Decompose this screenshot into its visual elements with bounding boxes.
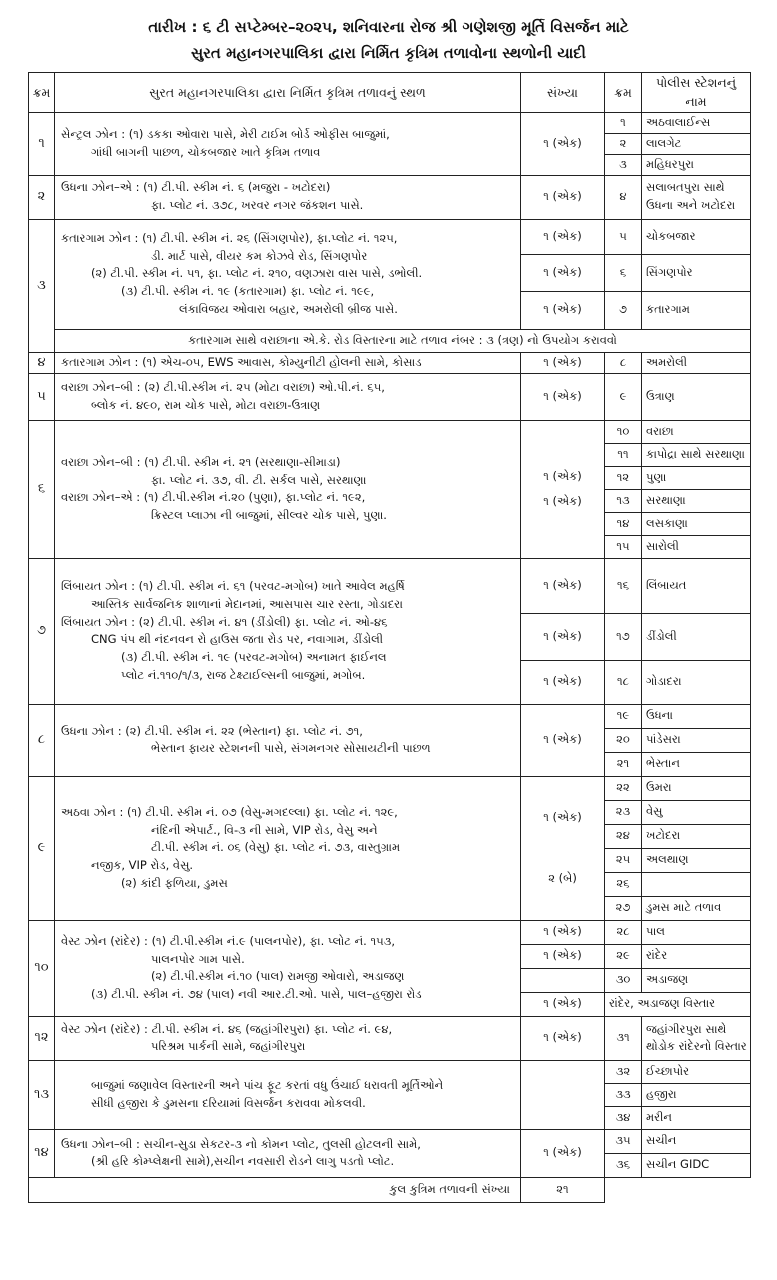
ps-name: અડાજણ — [642, 968, 751, 992]
ps-name: અઠવાલાઈન્સ — [642, 112, 751, 133]
ps-number: ૧૫ — [605, 535, 642, 558]
ps-number: ૧૮ — [605, 660, 642, 704]
location-line: ડી. માર્ટ પાસે, વીયર કમ કોઝવે રોડ, સિંગણપોર — [151, 248, 368, 263]
table-row — [29, 1016, 751, 1060]
count-value: ૨ (બે) — [548, 871, 577, 886]
ps-name: પાંડેસરા — [642, 728, 751, 752]
location-line: (શ્રી હરિ કોમ્પ્લેક્ષની સામે),સચીન નવસારી રોડને લાગુ પડતો પ્લોટ. — [91, 1154, 395, 1169]
ps-number: ૧૭ — [605, 613, 642, 660]
location-line: ભેસ્તાન ફાયર સ્ટેશનની પાસે, સંગમનગર સોસાયટીની પાછળ — [151, 741, 431, 756]
ps-number: ૨૭ — [605, 896, 642, 920]
ps-number: ૨૦ — [605, 728, 642, 752]
count-cell: ૧ (એક) — [521, 175, 605, 219]
location-line: લિંબાયત ઝોન : (૨) ટી.પી. સ્કીમ નં. ૪૧ (ડીંડોલી) ફા. પ્લોટ નં. ઓ-૪૬ — [61, 614, 388, 629]
row-number: ૧૪ — [29, 1129, 55, 1177]
location-cell — [55, 776, 521, 920]
count-cell: ૧ (એક) — [521, 1129, 605, 1177]
ps-name: રાંદેર, અડાજણ વિસ્તાર — [605, 992, 751, 1016]
location-line: ઉધના ઝોન–બી : સચીન-સુડા સેકટર-૩ નો કોમન પ્લોટ, તુલસી હોટલની સામે, — [61, 1136, 421, 1151]
count-cell: ૧ (એક) — [521, 352, 605, 373]
table-row — [29, 558, 751, 613]
ps-name: સિંગણપોર — [642, 254, 751, 291]
count-cell: ૧ (એક) — [521, 373, 605, 420]
location-cell — [55, 219, 521, 329]
count-cell: ૧ (એક) — [521, 704, 605, 776]
location-cell — [55, 1060, 521, 1129]
ps-number: ૧૩ — [605, 489, 642, 512]
row-number: ૩ — [29, 219, 55, 352]
ps-name: પાલ — [642, 920, 751, 944]
ps-name: સારોલી — [642, 535, 751, 558]
ps-number: ૧૬ — [605, 558, 642, 613]
location-cell — [55, 1016, 521, 1060]
title-line-1: તારીખ : ૬ ટી સપ્ટેમ્બર–૨૦૨૫, શનિવારના રોજ શ્રી ગણેશજી મૂર્તિ વિસર્જન માટે — [148, 18, 629, 36]
location-line: સેન્ટ્રલ ઝોન : (૧) ડકકા ઓવારા પાસે, મેરી ટાઈમ બોર્ડ ઓફીસ બાજુમાં, — [61, 126, 390, 141]
location-line: બ્લોક નં. ૪૯૦, રામ ચોક પાસે, મોટા વરાછા-ઉત્રાણ — [91, 397, 321, 412]
location-line: લંકાવિજય ઓવારા બહાર, અમરોલી બ્રીજ પાસે. — [179, 301, 398, 316]
location-line: અઠવા ઝોન : (૧) ટી.પી. સ્કીમ નં. ૦૭ (વેસુ-મગદલ્લા) ફા. પ્લોટ નં. ૧૨૯, — [61, 804, 398, 819]
count-cell: ૧ (એક) — [521, 254, 605, 291]
location-line: ક્રિસ્ટલ પ્લાઝા ની બાજુમાં, સીલ્વર ચોક પાસે, પુણા. — [151, 508, 387, 523]
ps-number: ૨૧ — [605, 752, 642, 776]
location-line: ફા. પ્લોટ નં. ૩૭, વી. ટી. સર્કલ પાસે, સરથાણા — [151, 472, 367, 487]
ps-number: ૬ — [605, 254, 642, 291]
total-row — [29, 1177, 751, 1202]
table-row — [29, 219, 751, 254]
location-line: કતારગામ ઝોન : (૧) ટી.પી. સ્કીમ નં. ૨૬ (સિંગણપોર), ફા.પ્લોટ નં. ૧૨૫, — [61, 230, 398, 245]
location-line: આસ્તિક સાર્વજનિક શાળાનાં મેદાનમાં, આસપાસ ચાર રસ્તા, ગોડાદરા — [91, 596, 403, 611]
count-cell — [521, 968, 605, 992]
location-line: નંદિની એપાર્ટ., વિ-૩ ની સામે, VIP રોડ, વેસુ અને — [151, 822, 378, 837]
table-row — [29, 373, 751, 420]
count-cell: ૧ (એક) — [521, 558, 605, 613]
ps-number: ૧૪ — [605, 512, 642, 535]
ps-name: ઉમરા — [642, 776, 751, 800]
location-cell — [55, 175, 521, 219]
location-line: (૨) ટી.પી.સ્કીમ નં.૧૦ (પાલ) રામજી ઓવારો, અડાજણ — [151, 969, 405, 984]
location-line: વેસ્ટ ઝોન (રાંદેર) : (૧) ટી.પી.સ્કીમ નં.૯ (પાલનપોર), ફા. પ્લોટ નં. ૧૫૩, — [61, 933, 395, 948]
ps-name: લસકાણા — [642, 512, 751, 535]
header-police-station: પોલીસ સ્ટેશનનું નામ — [642, 73, 751, 113]
count-cell: ૧ (એક) — [521, 1016, 605, 1060]
ps-name-line: સલાબતપુરા સાથે — [646, 180, 725, 195]
count-value: ૧ (એક) — [543, 809, 582, 824]
table-row — [29, 920, 751, 944]
table-row — [29, 1129, 751, 1153]
ps-name: સચીન — [642, 1129, 751, 1153]
row-number: ૫ — [29, 373, 55, 420]
ps-name: ડીંડોલી — [642, 613, 751, 660]
header-location: સુરત મહાનગરપાલિકા દ્વારા નિર્મિત કૃત્રિમ તળાવનું સ્થળ — [55, 73, 521, 113]
ps-name: ડુમસ માટે તળાવ — [642, 896, 751, 920]
ps-name: ગોડાદરા — [642, 660, 751, 704]
location-cell — [55, 558, 521, 704]
ps-name: ઉધના — [642, 704, 751, 728]
ps-number: ૮ — [605, 352, 642, 373]
count-cell — [521, 1060, 605, 1129]
location-cell — [55, 420, 521, 558]
count-cell: ૧ (એક) — [521, 219, 605, 254]
ps-number: ૨ — [605, 133, 642, 154]
ps-number: ૨૮ — [605, 920, 642, 944]
location-line: બાજુમાં જણાવેલ વિસ્તારની અને પાંચ ફૂટ કરતાં વધુ ઉંચાઈ ધરાવતી મૂર્તિઓને — [91, 1078, 444, 1093]
count-cell — [521, 420, 605, 558]
count-cell: ૧ (એક) — [521, 992, 605, 1016]
ps-name — [642, 175, 751, 219]
ps-number: ૯ — [605, 373, 642, 420]
ps-name: કાપોદ્રા સાથે સરથાણા — [642, 443, 751, 466]
location-line: ઉધના ઝોન : (૨) ટી.પી. સ્કીમ નં. ૨૨ (ભેસ્તાન) ફા. પ્લોટ નં. ૭૧, — [61, 723, 363, 738]
table-row — [29, 704, 751, 728]
table-row — [29, 1060, 751, 1083]
ps-number: ૧ — [605, 112, 642, 133]
ps-name: ખટોદરા — [642, 824, 751, 848]
ps-number: ૩૩ — [605, 1083, 642, 1106]
ps-name: લાલગેટ — [642, 133, 751, 154]
ps-number: ૨૩ — [605, 800, 642, 824]
table-row — [29, 352, 751, 373]
ps-number: ૨૫ — [605, 848, 642, 872]
count-value: ૧ (એક) — [543, 468, 582, 483]
row-number: ૯ — [29, 776, 55, 920]
ps-number: ૩૪ — [605, 1106, 642, 1129]
ps-number: ૩ — [605, 154, 642, 175]
ps-number: ૨૪ — [605, 824, 642, 848]
ps-name: ચોકબજાર — [642, 219, 751, 254]
ps-number: ૩૫ — [605, 1129, 642, 1153]
count-cell: ૧ (એક) — [521, 660, 605, 704]
ps-number: ૩૧ — [605, 1016, 642, 1060]
location-cell — [55, 373, 521, 420]
row-number: ૪ — [29, 352, 55, 373]
location-line: સીધી હજીરા કે ડુમસના દરિયામાં વિસર્જન કરાવવા મોકલવી. — [91, 1095, 366, 1110]
location-line: વેસ્ટ ઝોન (રાંદેર) : ટી.પી. સ્કીમ નં. ૪૬ (જહાંગીરપુરા) ફા. પ્લોટ નં. ૯૪, — [61, 1021, 393, 1036]
location-line: વરાછા ઝોન–બી : (૧) ટી.પી. સ્કીમ નં. ૨૧ (સરથાણા-સીમાડા) — [61, 454, 341, 469]
ps-name-line: થોડોક રાંદેરનો વિસ્તાર — [646, 1039, 747, 1054]
row-number: ૬ — [29, 420, 55, 558]
table-row — [29, 420, 751, 443]
row-number: ૧ — [29, 112, 55, 175]
ps-name: લિંબાયત — [642, 558, 751, 613]
location-line: ઉધના ઝોન–એ : (૧) ટી.પી. સ્કીમ નં. ૬ (મજુરા - ખટોદરા) — [61, 180, 331, 195]
lake-list-table — [28, 72, 751, 1203]
ps-name: પુણા — [642, 466, 751, 489]
location-line: (૨) કાંદી ફળિયા, ડુમસ — [121, 876, 228, 891]
count-cell: ૧ (એક) — [521, 112, 605, 175]
total-value: ૨૧ — [521, 1177, 605, 1202]
location-cell — [55, 920, 521, 1016]
ps-number: ૫ — [605, 219, 642, 254]
ps-number: ૨૨ — [605, 776, 642, 800]
ps-number: ૨૬ — [605, 872, 642, 896]
location-line: (૩) ટી.પી. સ્કીમ નં. ૧૯ (કતારગામ) ફા. પ્લોટ નં. ૧૯૯, — [121, 284, 375, 299]
ps-name: કતારગામ — [642, 291, 751, 329]
ps-name: ઈચ્છાપોર — [642, 1060, 751, 1083]
count-cell: ૧ (એક) — [521, 920, 605, 944]
ps-name: હજીરા — [642, 1083, 751, 1106]
table-row — [29, 776, 751, 800]
header-kram-2: ક્રમ — [605, 73, 642, 113]
row-number: ૧૩ — [29, 1060, 55, 1129]
ps-name: મહિધરપુરા — [642, 154, 751, 175]
location-cell — [55, 112, 521, 175]
location-line: ફા. પ્લોટ નં. ૩૭૮, ખરવર નગર જંકશન પાસે. — [151, 198, 364, 213]
ps-name — [642, 872, 751, 896]
location-cell — [55, 352, 521, 373]
count-cell: ૧ (એક) — [521, 291, 605, 329]
ps-name: અલથાણ — [642, 848, 751, 872]
ps-number: ૩૨ — [605, 1060, 642, 1083]
table-row — [29, 175, 751, 219]
row-number: ૨ — [29, 175, 55, 219]
row-number: ૧૨ — [29, 1016, 55, 1060]
ps-number: ૩૦ — [605, 968, 642, 992]
location-line: (૨) ટી.પી. સ્કીમ નં. ૫૧, ફા. પ્લોટ નં. ૨૧૦, વણઝારા વાસ પાસે, ડભોલી. — [91, 266, 423, 281]
ps-number: ૨૯ — [605, 944, 642, 968]
location-line: (૩) ટી.પી. સ્કીમ નં. ૧૯ (પરવટ-મગોબ) અનામત ફાઈનલ — [121, 650, 387, 665]
ps-name: અમરોલી — [642, 352, 751, 373]
ps-name: રાંદેર — [642, 944, 751, 968]
location-line: વરાછા ઝોન–બી : (૨) ટી.પી.સ્કીમ નં. ૨૫ (મોટા વરાછા) ઓ.પી.નં. ૬૫, — [61, 380, 385, 395]
ps-number: ૧૧ — [605, 443, 642, 466]
ps-number: ૧૨ — [605, 466, 642, 489]
location-line: CNG પંપ થી નંદનવન રો હાઉસ જતા રોડ પર, નવાગામ, ડીંડોલી — [91, 632, 384, 647]
location-line: ગાંધી બાગની પાછળ, ચોકબજાર ખાતે કૃત્રિમ તળાવ — [91, 144, 321, 159]
location-line: લિંબાયત ઝોન : (૧) ટી.પી. સ્કીમ નં. ૬૧ (પરવટ-મગોબ) ખાતે આવેલ મહર્ષિ — [61, 578, 405, 593]
location-line: પરિશ્રમ પાર્કની સામે, જહાંગીરપુરા — [151, 1039, 306, 1054]
ps-name-line: ઉધના અને ખટોદરા — [646, 198, 736, 213]
ps-name: વરાછા — [642, 420, 751, 443]
location-line: વરાછા ઝોન–એ : (૧) ટી.પી.સ્કીમ નં.૨૦ (પુણા), ફા.પ્લોટ નં. ૧૯૨, — [61, 490, 366, 505]
count-value: ૧ (એક) — [543, 494, 582, 509]
ps-number: ૧૦ — [605, 420, 642, 443]
ps-name: સરથાણા — [642, 489, 751, 512]
table-row — [29, 329, 751, 352]
location-cell — [55, 704, 521, 776]
location-line: ટી.પી. સ્કીમ નં. ૦૬ (વેસુ) ફા. પ્લોટ નં. ૭૩, વાસ્તુગ્રામ — [151, 840, 401, 855]
row-number: ૧૦ — [29, 920, 55, 1016]
title-line-2: સુરત મહાનગરપાલિકા દ્વારા નિર્મિત કૃત્રિમ તળાવોના સ્થળોની યાદી — [191, 44, 586, 62]
ps-name: મરીન — [642, 1106, 751, 1129]
header-count: સંખ્યા — [521, 73, 605, 113]
count-cell — [521, 776, 605, 920]
location-line: પ્લોટ નં.૧૧૦/૧/૩, રાજ ટેક્ષ્ટાઈલ્સની બાજુમાં, મગોબ. — [121, 668, 366, 683]
location-line: નજીક, VIP રોડ, વેસુ. — [91, 858, 194, 873]
location-line: પાલનપોર ગામ પાસે. — [151, 951, 245, 966]
ps-name-line: જહાંગીરપુરા સાથે — [646, 1021, 727, 1036]
ps-name: સચીન GIDC — [642, 1153, 751, 1177]
location-line: (૩) ટી.પી. સ્કીમ નં. ૭૪ (પાલ) નવી આર.ટી.ઓ. પાસે, પાલ–હજીરા રોડ — [91, 987, 422, 1002]
note-cell: કતારગામ સાથે વરાછાના એ.કે. રોડ વિસ્તારના માટે તળાવ નંબર : ૩ (ત્રણ) નો ઉપયોગ કરાવવો — [55, 329, 751, 352]
ps-name: ઉત્રાણ — [642, 373, 751, 420]
ps-number: ૭ — [605, 291, 642, 329]
row-number: ૮ — [29, 704, 55, 776]
ps-number: ૧૯ — [605, 704, 642, 728]
ps-name — [642, 1016, 751, 1060]
total-label: કુલ કુત્રિમ તળાવની સંખ્યા — [29, 1177, 521, 1202]
ps-number: ૩૬ — [605, 1153, 642, 1177]
table-row — [29, 112, 751, 133]
header-kram: ક્રમ — [29, 73, 55, 113]
count-cell: ૧ (એક) — [521, 944, 605, 968]
ps-number: ૪ — [605, 175, 642, 219]
ps-name: ભેસ્તાન — [642, 752, 751, 776]
location-line: કતારગામ ઝોન : (૧) એચ-૦૫, EWS આવાસ, કોમ્યુનીટી હોલની સામે, કોસાડ — [61, 354, 422, 369]
location-cell — [55, 1129, 521, 1177]
ps-name: વેસુ — [642, 800, 751, 824]
count-cell: ૧ (એક) — [521, 613, 605, 660]
row-number: ૭ — [29, 558, 55, 704]
header-row — [29, 73, 751, 113]
